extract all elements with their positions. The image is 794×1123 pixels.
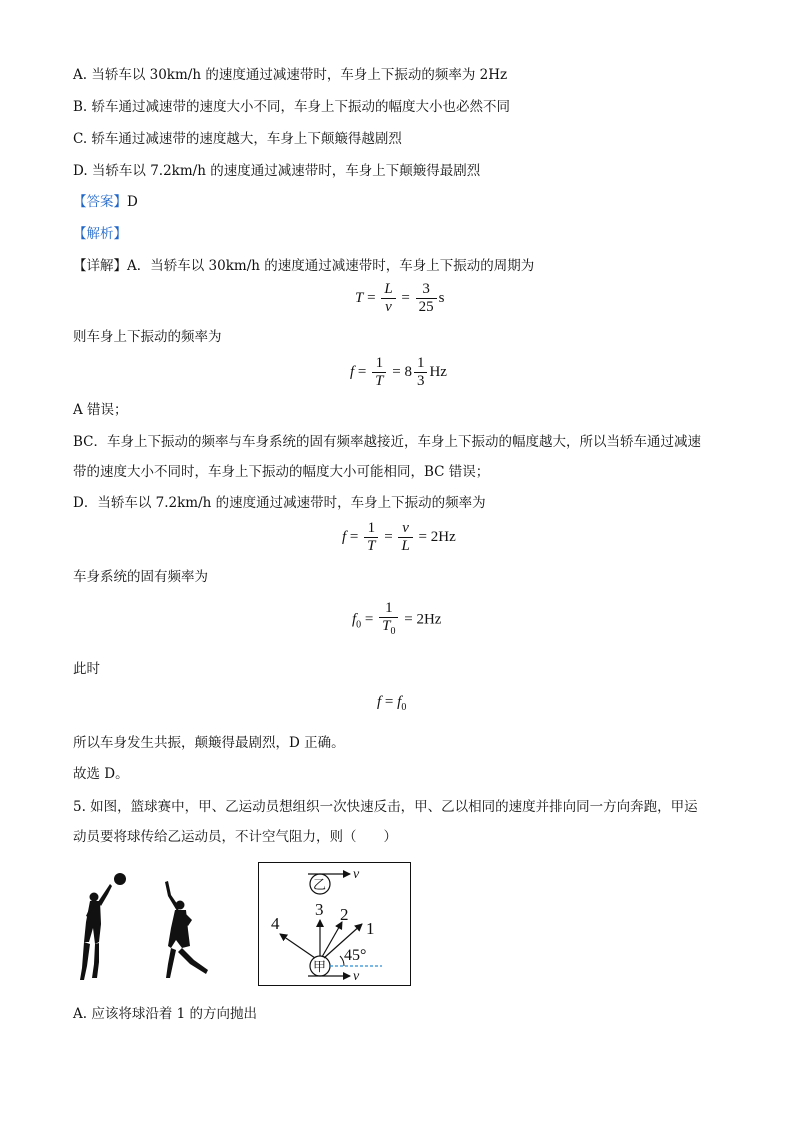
eq1-frac-1: $\frac{L}{v}$ bbox=[381, 281, 395, 316]
option-b: B. 轿车通过减速带的速度大小不同，车身上下振动的幅度大小也必然不同 bbox=[73, 99, 511, 115]
option-d: D. 当轿车以 7.2km/h 的速度通过减速带时，车身上下颠簸得最剧烈 bbox=[73, 163, 481, 179]
angle-label: 45° bbox=[343, 946, 366, 964]
answer-line bbox=[73, 193, 138, 211]
player-b-velocity-label: v bbox=[352, 866, 359, 882]
option-c: C. 轿车通过减速带的速度越大，车身上下颠簸得越剧烈 bbox=[73, 131, 402, 147]
player-2-silhouette bbox=[165, 881, 208, 978]
eq3-rhs: 2Hz bbox=[430, 528, 456, 545]
direction-label-1: 1 bbox=[365, 918, 374, 938]
option-a: A. 当轿车以 30km/h 的速度通过减速带时，车身上下振动的频率为 2Hz bbox=[73, 67, 508, 83]
detail-tag: 【详解】 bbox=[73, 258, 127, 274]
natural-freq-text: 车身系统的固有频率为 bbox=[73, 569, 208, 585]
equation-natural-frequency: $f_0$ = $\frac{1}{T_0}$ = 2Hz bbox=[352, 600, 441, 640]
eq2-frac-1: $\frac{1}{T}$ bbox=[372, 355, 386, 390]
direction-arrow-2 bbox=[322, 922, 342, 957]
eq5-rhs-sub: 0 bbox=[401, 702, 407, 713]
a-wrong: A 错误； bbox=[73, 402, 128, 418]
direction-label-2: 2 bbox=[339, 904, 348, 924]
eq1-frac-2: $\frac{3}{25}$ bbox=[416, 281, 437, 316]
direction-label-3: 3 bbox=[314, 899, 323, 919]
eq3-lhs: f bbox=[342, 528, 347, 545]
bc-line-1: BC．车身上下振动的频率与车身系统的固有频率越接近，车身上下振动的幅度越大，所以当轿车通过减速 bbox=[73, 434, 701, 450]
eq5-rhs: f bbox=[397, 694, 402, 710]
direction-arrow-4 bbox=[280, 934, 315, 958]
direction-diagram-frame bbox=[258, 862, 411, 986]
answer-tag: 【答案】 bbox=[73, 194, 127, 210]
basketball-icon bbox=[114, 873, 126, 885]
q5-option-a: A. 应该将球沿着 1 的方向抛出 bbox=[73, 1006, 258, 1022]
eq1-lhs: T bbox=[355, 289, 364, 306]
eq4-lhs: f bbox=[352, 611, 357, 628]
direction-diagram bbox=[258, 862, 411, 986]
equation-d-frequency: f = $\frac{1}{T}$ = $\frac{v}{L}$ = 2Hz bbox=[342, 520, 456, 554]
equation-frequency: f = $\frac{1}{T}$ = 8 $\frac{1}{3}$ Hz bbox=[350, 355, 447, 389]
bc-line-2: 带的速度大小不同时，车身上下振动的幅度大小可能相同，BC 错误； bbox=[73, 464, 490, 480]
choose-d: 故选 D。 bbox=[73, 766, 129, 782]
equation-period: T = $\frac{L}{v}$ = $\frac{3}{25}$ s bbox=[355, 281, 445, 315]
q5-line-1: 5. 如图，篮球赛中，甲、乙运动员想组织一次快速反击，甲、乙以相同的速度并排向同一方向奔跑，甲运 bbox=[73, 799, 698, 815]
eq3-frac-2: $\frac{v}{L}$ bbox=[398, 520, 412, 555]
basketball-players-illustration bbox=[70, 868, 230, 988]
eq4-frac: $\frac{1}{T_0}$ bbox=[379, 600, 398, 640]
text-freq: 则车身上下振动的频率为 bbox=[73, 329, 222, 345]
player-a-label: 甲 bbox=[312, 959, 326, 975]
direction-label-4: 4 bbox=[270, 913, 279, 933]
detail-a-intro: A．当轿车以 30km/h 的速度通过减速带时，车身上下振动的周期为 bbox=[127, 258, 535, 274]
eq4-lhs-sub: 0 bbox=[356, 619, 362, 631]
at-this-time: 此时 bbox=[73, 661, 100, 677]
answer-value: D bbox=[127, 194, 138, 210]
q5-line-2: 动员要将球传给乙运动员，不计空气阻力，则（ ） bbox=[73, 829, 397, 845]
eq4-rhs: 2Hz bbox=[416, 611, 442, 628]
detail-a-line bbox=[73, 257, 534, 275]
equation-resonance: $f = f_0$ bbox=[377, 694, 407, 713]
player-1-silhouette bbox=[80, 884, 112, 980]
eq2-unit: Hz bbox=[429, 363, 447, 380]
eq1-unit: s bbox=[438, 289, 445, 306]
eq5-lhs: f bbox=[377, 694, 382, 710]
eq2-frac-2: $\frac{1}{3}$ bbox=[414, 355, 428, 390]
player-b-label: 乙 bbox=[312, 877, 326, 893]
conclusion: 所以车身发生共振，颠簸得最剧烈，D 正确。 bbox=[73, 735, 345, 751]
analysis-tag: 【解析】 bbox=[73, 226, 127, 242]
eq3-frac-1: $\frac{1}{T}$ bbox=[364, 520, 378, 555]
d-intro: D．当轿车以 7.2km/h 的速度通过减速带时，车身上下振动的频率为 bbox=[73, 495, 486, 511]
player-a-velocity-label: v bbox=[352, 968, 359, 984]
eq2-whole: 8 bbox=[404, 363, 412, 380]
eq2-lhs: f bbox=[350, 363, 355, 380]
